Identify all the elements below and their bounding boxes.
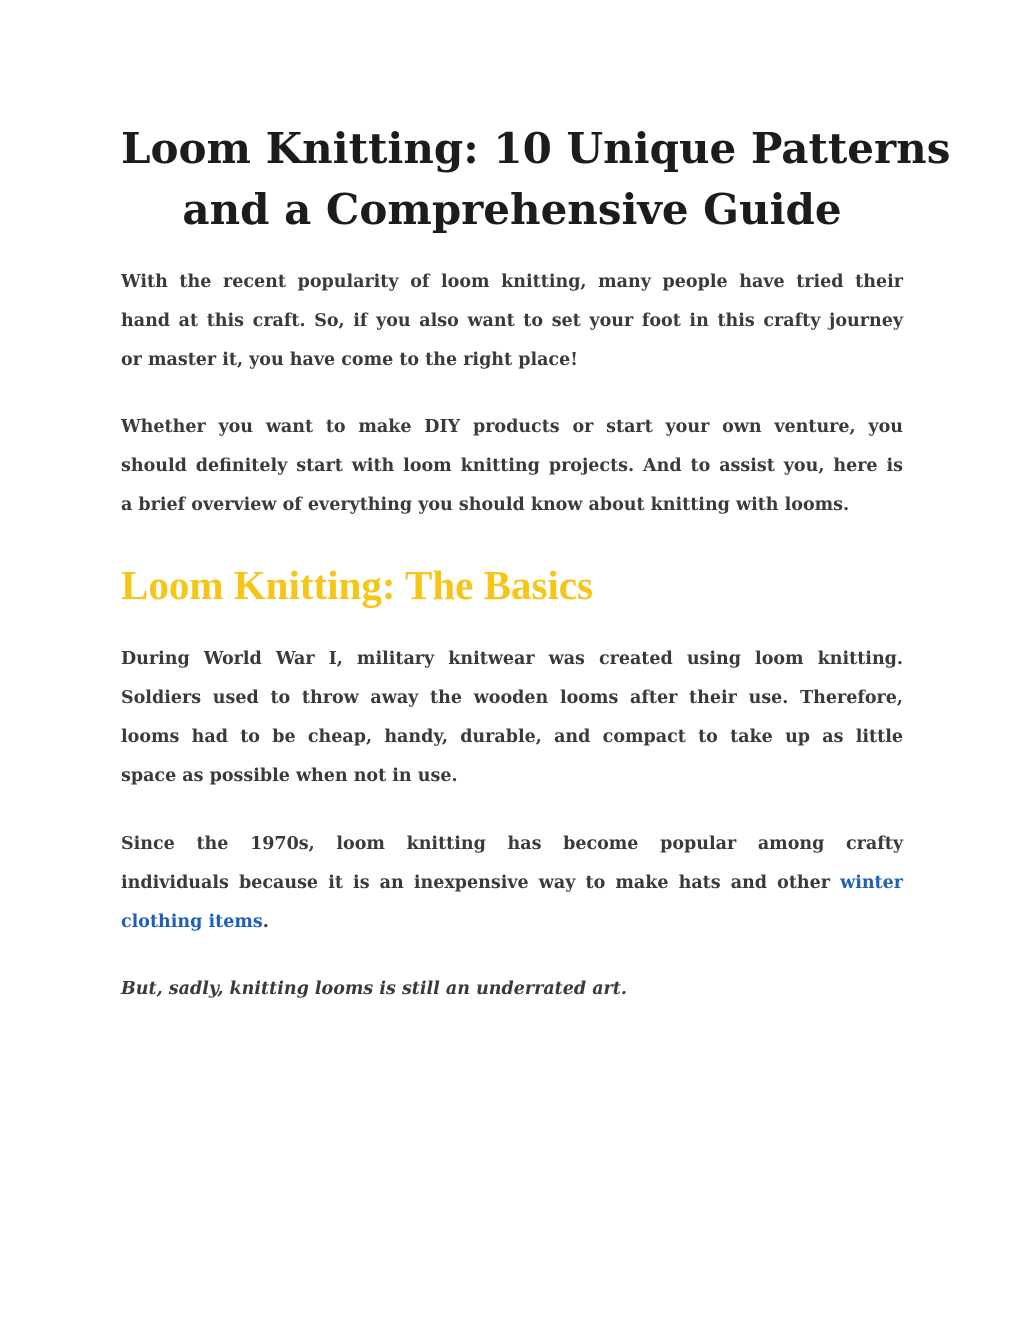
italic-note: But, sadly, knitting looms is still an underrated art. [121,979,627,999]
page-title [121,118,951,240]
text-line: should definitely start with loom knitting projects. And to assist you, here is [121,456,903,476]
text-line: During World War I, military knitwear was created using loom knitting. [121,649,903,669]
sentence-period: . [262,912,269,932]
text-line: With the recent popularity of loom knitting, many people have tried their [121,272,903,292]
section-heading-basics: Loom Knitting: The Basics [121,562,593,608]
text-segment: individuals because it is an inexpensive way to make hats and other [121,873,841,893]
text-line: space as possible when not in use. [121,766,458,786]
page-title-line-2: and a Comprehensive Guide [182,185,842,234]
winter-clothing-link-part-1[interactable]: winter [840,873,903,893]
text-line [121,864,903,903]
text-line: Soldiers used to throw away the wooden looms after their use. Therefore, [121,688,903,708]
winter-clothing-link-part-2[interactable]: clothing items [121,912,263,932]
text-line [121,903,903,942]
intro-paragraph-1 [121,263,903,380]
intro-paragraph-2 [121,408,903,525]
basics-paragraph-2 [121,825,903,942]
basics-paragraph-1 [121,640,903,796]
text-line: hand at this craft. So, if you also want to set your foot in this crafty journey [121,311,903,331]
page-title-line-1: Loom Knitting: 10 Unique Patterns [121,124,951,173]
text-line: Whether you want to make DIY products or start your own venture, you [121,417,903,437]
text-line: looms had to be cheap, handy, durable, and compact to take up as little [121,727,903,747]
text-line: or master it, you have come to the right place! [121,350,578,370]
text-line: Since the 1970s, loom knitting has become popular among crafty [121,834,903,854]
text-line: a brief overview of everything you should know about knitting with looms. [121,495,850,515]
